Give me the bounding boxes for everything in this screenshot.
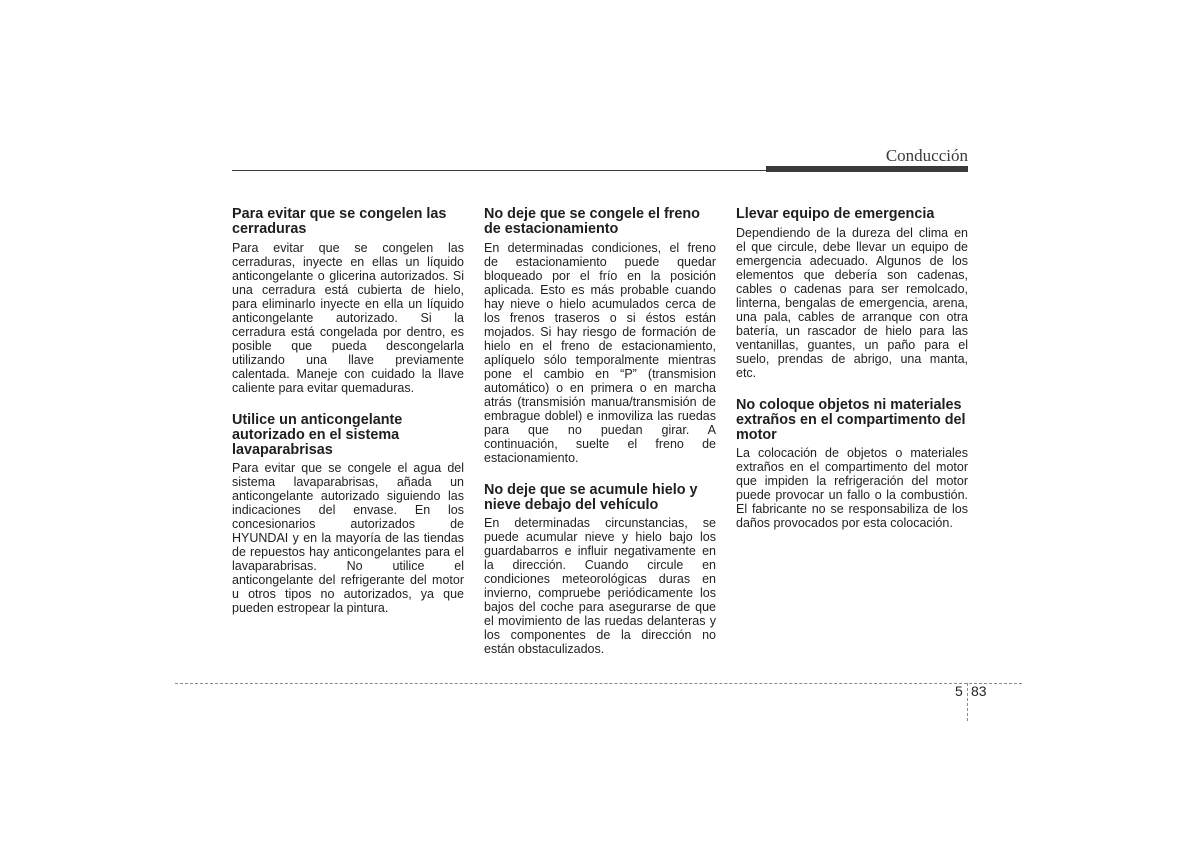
body-line: continuación, suelte el freno de xyxy=(484,436,716,451)
section xyxy=(484,483,716,657)
section-heading xyxy=(736,207,968,222)
body-line: La colocación de objetos o materiales xyxy=(736,446,968,460)
heading-line: Utilice un anticongelante xyxy=(232,411,403,428)
section-heading xyxy=(232,207,464,237)
body-line: atrás (transmisión manua/transmisión de xyxy=(484,394,716,409)
body-line: etc. xyxy=(736,365,757,380)
body-line: linterna, bengalas de emergencia, arena, xyxy=(736,295,968,310)
body-line: aplíquelo sólo temporalmente mientras xyxy=(484,352,716,367)
body-line: Para evitar que se congele el agua del xyxy=(232,461,464,475)
chapter-number: 5 xyxy=(955,683,963,699)
heading-line: autorizado en el sistema xyxy=(232,426,400,443)
section-body xyxy=(484,516,716,656)
body-line: suelo, prendas de abrigo, una manta, xyxy=(736,351,968,366)
body-line: cerradura está congelada por dentro, es xyxy=(232,324,464,339)
body-line: anticongelante autorizado siguiendo las xyxy=(232,489,464,503)
body-line: invierno, compruebe periódicamente los xyxy=(484,586,716,600)
section-heading xyxy=(232,413,464,458)
body-line: están obstaculizados. xyxy=(484,642,605,656)
body-line: pueden estropear la pintura. xyxy=(232,601,389,615)
section xyxy=(736,207,968,380)
body-line: hielo en el freno de estacionamiento, xyxy=(484,338,716,353)
heading-line: de estacionamiento xyxy=(484,221,619,237)
body-line: sistema lavaparabrisas, añada un xyxy=(232,475,464,489)
body-line: emergencia adecuado. Algunos de los xyxy=(736,253,968,268)
body-line: batería, un rascador de hielo para las xyxy=(736,323,968,338)
body-line: la dirección. Cuando circule en xyxy=(484,558,716,572)
body-line: anticongelante del refrigerante del motor xyxy=(232,573,464,587)
body-line: el movimiento de las ruedas delanteras y xyxy=(484,614,716,628)
section-heading xyxy=(484,483,716,513)
body-line: El fabricante no se responsabiliza de los xyxy=(736,502,968,516)
column-2 xyxy=(484,207,716,674)
body-line: para que no puedan girar. A xyxy=(484,422,716,437)
body-line: puede provocar un fallo o la combustión. xyxy=(736,488,968,502)
body-line: ventanillas, guantes, un paño para el xyxy=(736,337,968,352)
body-line: caliente para evitar quemaduras. xyxy=(232,380,415,395)
body-line: una cerradura está cubierta de hielo, xyxy=(232,282,464,297)
body-line: de estacionamiento puede quedar xyxy=(484,254,716,269)
column-1 xyxy=(232,207,464,633)
body-line: una pala, cables de arranque con otra xyxy=(736,309,968,324)
body-line: estacionamiento. xyxy=(484,450,579,465)
body-line: indicaciones del envase. En los xyxy=(232,503,464,517)
body-line: lavaparabrisas. No utilice el xyxy=(232,559,464,573)
section xyxy=(736,398,968,531)
body-line: automático) o en primera o en marcha xyxy=(484,380,716,395)
body-line: puede acumular nieve y hielo bajo los xyxy=(484,530,716,544)
section xyxy=(232,207,464,395)
body-line: el que circule, debe llevar un equipo de xyxy=(736,239,968,254)
page-number: 83 xyxy=(971,683,987,699)
body-line: cerraduras, inyecte en ellas un líquido xyxy=(232,254,464,269)
body-line: bajos del coche para asegurarse de que xyxy=(484,600,716,614)
body-line: cables o cadenas para ser remolcado, xyxy=(736,281,968,296)
running-header-title: Conducción xyxy=(885,146,968,165)
heading-line: No coloque objetos ni materiales xyxy=(736,396,962,413)
body-line: extraños en el compartimento del motor xyxy=(736,460,968,474)
body-line: HYUNDAI y en la mayoría de las tiendas xyxy=(232,531,464,545)
body-line: u otros tipos no autorizados, ya que xyxy=(232,587,464,601)
footer-rule xyxy=(175,683,1022,684)
section-body xyxy=(232,461,464,615)
body-line: guardabarros e influir negativamente en xyxy=(484,544,716,558)
body-line: embrague doblel) e inmoviliza las ruedas xyxy=(484,408,716,423)
body-line: los frenos traseros o si éstos están xyxy=(484,310,716,325)
heading-line: motor xyxy=(736,426,777,443)
heading-line: nieve debajo del vehículo xyxy=(484,496,659,513)
body-line: anticongelante autorizado. Si la xyxy=(232,310,464,325)
body-line: condiciones meteorológicas duras en xyxy=(484,572,716,586)
section-body xyxy=(232,241,464,395)
body-line: bloqueado por el frío en la posición xyxy=(484,268,716,283)
section-heading xyxy=(736,398,968,443)
body-line: mojados. Si hay riesgo de formación de xyxy=(484,324,716,339)
body-line: concesionarios autorizados de xyxy=(232,517,464,531)
section xyxy=(484,207,716,465)
body-line: hay nieve o hielo acumulados cerca de xyxy=(484,296,716,311)
body-line: Para evitar que se congelen las xyxy=(232,240,464,255)
header-rule-bar xyxy=(766,166,968,172)
heading-line: Para evitar que se congelen las xyxy=(232,206,447,222)
section xyxy=(232,413,464,616)
page-number-divider xyxy=(967,683,968,721)
heading-line: Llevar equipo de emergencia xyxy=(736,206,935,222)
heading-line: lavaparabrisas xyxy=(232,441,333,458)
body-line: En determinadas circunstancias, se xyxy=(484,516,716,530)
body-line: daños provocados por esta colocación. xyxy=(736,516,953,530)
body-line: para eliminarlo inyecte en ella un líquido xyxy=(232,296,464,311)
body-line: que impiden la refrigeración del motor xyxy=(736,474,968,488)
section-heading xyxy=(484,207,716,237)
heading-line: No deje que se congele el freno xyxy=(484,206,700,222)
body-line: Dependiendo de la dureza del clima en xyxy=(736,225,968,240)
body-line: posible que pueda descongelarla xyxy=(232,338,464,353)
body-line: calentada. Maneje con cuidado la llave xyxy=(232,366,464,381)
heading-line: cerraduras xyxy=(232,221,307,237)
section-body xyxy=(736,446,968,530)
heading-line: extraños en el compartimento del xyxy=(736,411,966,428)
body-line: En determinadas condiciones, el freno xyxy=(484,240,716,255)
body-line: de repuestos hay anticongelantes para el xyxy=(232,545,464,559)
body-line: anticongelante o glicerina autorizados. Si xyxy=(232,268,464,283)
body-line: aplicada. Esto es más probable cuando xyxy=(484,282,716,297)
section-body xyxy=(736,226,968,380)
column-3 xyxy=(736,207,968,548)
heading-line: No deje que se acumule hielo y xyxy=(484,481,698,498)
body-line: elementos que debería son cadenas, xyxy=(736,267,968,282)
body-line: los componentes de la dirección no xyxy=(484,628,716,642)
section-body xyxy=(484,241,716,465)
body-line: utilizando una llave previamente xyxy=(232,352,464,367)
body-line: pone el cambio en “P” (transmision xyxy=(484,366,716,381)
